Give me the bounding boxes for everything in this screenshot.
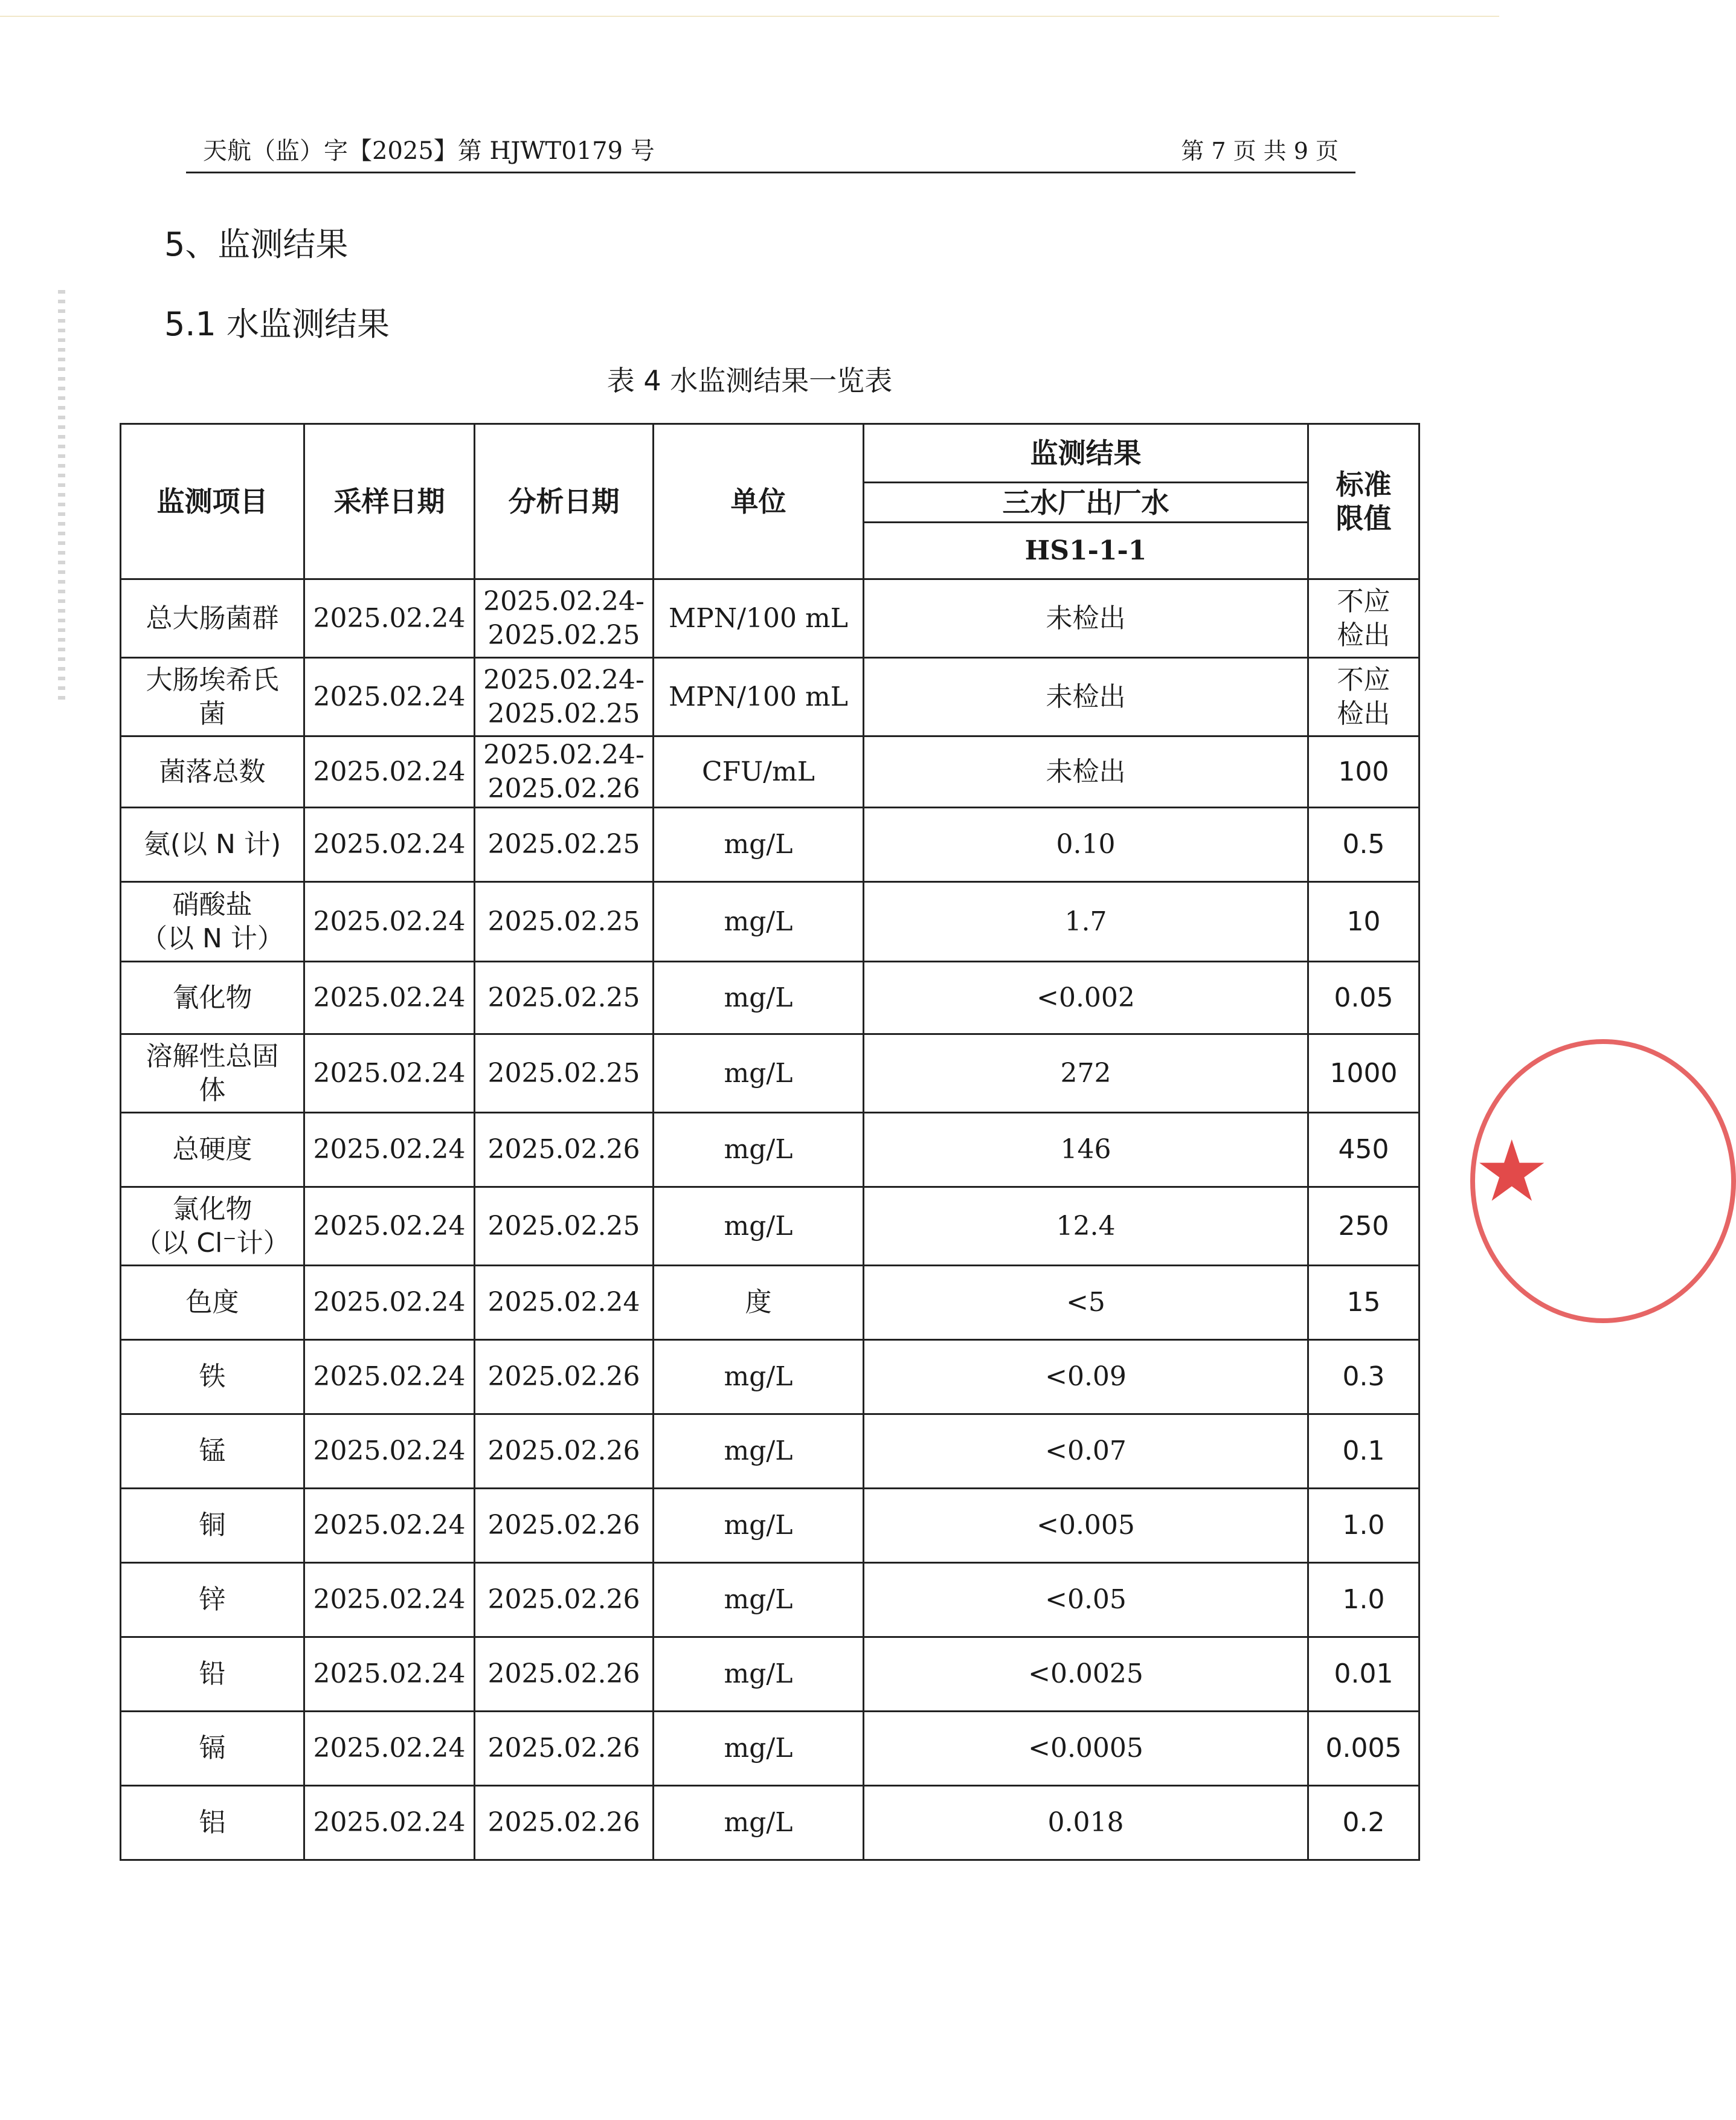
cell-analysis — [475, 1712, 654, 1786]
cell-unit: mg/L — [654, 1786, 864, 1860]
cell-analysis — [475, 736, 654, 808]
cell-line: 菌 — [199, 698, 226, 729]
header-result: 监测结果 — [864, 424, 1308, 483]
cell-limit — [1308, 1113, 1419, 1187]
cell-line: 铜 — [199, 1510, 226, 1541]
table-row — [121, 882, 1419, 962]
cell-result: 0.018 — [864, 1786, 1308, 1860]
cell-unit: mg/L — [654, 962, 864, 1034]
cell-limit — [1308, 1414, 1419, 1489]
cell-line: 0.1 — [1342, 1435, 1385, 1466]
page-header — [186, 134, 1355, 173]
cell-line: 菌落总数 — [159, 756, 266, 787]
cell-limit — [1308, 1786, 1419, 1860]
cell-sample-date: 2025.02.24 — [304, 882, 475, 962]
cell-line: 不应 — [1337, 585, 1390, 617]
cell-line: 1000 — [1329, 1057, 1398, 1089]
cell-line: 1.0 — [1342, 1510, 1385, 1541]
cell-limit — [1308, 1712, 1419, 1786]
cell-line: 锰 — [199, 1435, 226, 1466]
cell-limit — [1308, 1266, 1419, 1340]
cell-limit — [1308, 1637, 1419, 1712]
cell-line: 总硬度 — [172, 1134, 252, 1165]
binding-marks — [58, 290, 65, 701]
cell-sample-date: 2025.02.24 — [304, 1786, 475, 1860]
table-row — [121, 1563, 1419, 1637]
cell-sample-date: 2025.02.24 — [304, 1187, 475, 1266]
cell-sample-date: 2025.02.24 — [304, 1266, 475, 1340]
cell-item — [121, 808, 304, 882]
cell-item — [121, 1340, 304, 1414]
cell-result: <0.07 — [864, 1414, 1308, 1489]
header-location: 三水厂出厂水 — [864, 483, 1308, 523]
cell-sample-date: 2025.02.24 — [304, 736, 475, 808]
cell-unit: MPN/100 mL — [654, 658, 864, 736]
cell-limit — [1308, 962, 1419, 1034]
table-row — [121, 1113, 1419, 1187]
cell-line: 2025.02.25 — [487, 619, 640, 651]
cell-unit: CFU/mL — [654, 736, 864, 808]
cell-analysis — [475, 1563, 654, 1637]
cell-unit: mg/L — [654, 1034, 864, 1113]
cell-item — [121, 1266, 304, 1340]
table-row — [121, 1034, 1419, 1113]
cell-analysis — [475, 1637, 654, 1712]
table-row — [121, 736, 1419, 808]
cell-line: 2025.02.26 — [487, 1134, 640, 1165]
table-row — [121, 658, 1419, 736]
cell-line: 10 — [1346, 906, 1381, 937]
cell-line: 2025.02.24- — [483, 739, 645, 770]
cell-sample-date: 2025.02.24 — [304, 962, 475, 1034]
cell-line: 锌 — [199, 1584, 226, 1615]
table-row — [121, 1266, 1419, 1340]
table-row — [121, 808, 1419, 882]
cell-analysis — [475, 579, 654, 658]
cell-item — [121, 1489, 304, 1563]
cell-sample-date: 2025.02.24 — [304, 1414, 475, 1489]
cell-unit: mg/L — [654, 1113, 864, 1187]
subsection-heading: 5.1 水监测结果 — [164, 305, 390, 343]
cell-line: 2025.02.26 — [487, 1510, 640, 1541]
document-number: 天航（监）字【2025】第 HJWT0179 号 — [203, 137, 655, 165]
cell-item — [121, 1187, 304, 1266]
cell-line: 2025.02.26 — [487, 1658, 640, 1689]
cell-result: <0.05 — [864, 1563, 1308, 1637]
cell-line: 铅 — [199, 1658, 226, 1689]
cell-limit — [1308, 1187, 1419, 1266]
cell-line: 2025.02.25 — [487, 1210, 640, 1242]
cell-sample-date: 2025.02.24 — [304, 1637, 475, 1712]
cell-result: <0.0005 — [864, 1712, 1308, 1786]
table-row — [121, 1187, 1419, 1266]
results-table-body — [121, 424, 1419, 1860]
cell-line: 2025.02.26 — [487, 1435, 640, 1466]
cell-item — [121, 1034, 304, 1113]
cell-result: 未检出 — [864, 579, 1308, 658]
cell-item — [121, 658, 304, 736]
cell-line: 2025.02.26 — [487, 1584, 640, 1615]
cell-limit — [1308, 736, 1419, 808]
cell-item — [121, 1563, 304, 1637]
cell-item — [121, 962, 304, 1034]
cell-line: 铁 — [199, 1361, 226, 1392]
cell-line: 大肠埃希氏 — [146, 664, 279, 695]
cell-unit: 度 — [654, 1266, 864, 1340]
header-limit-line1: 标准 — [1336, 468, 1392, 501]
cell-line: （以 Cl⁻计） — [135, 1227, 290, 1258]
water-results-table — [120, 423, 1420, 1861]
table-row — [121, 1712, 1419, 1786]
cell-line: 0.5 — [1342, 829, 1385, 860]
cell-line: 氯化物 — [172, 1193, 252, 1225]
cell-line: 2025.02.26 — [487, 1361, 640, 1392]
header-sample-code: HS1-1-1 — [864, 523, 1308, 579]
cell-unit: mg/L — [654, 882, 864, 962]
cell-line: 2025.02.25 — [487, 698, 640, 729]
table-caption: 表 4 水监测结果一览表 — [606, 364, 893, 397]
header-sample-date: 采样日期 — [304, 424, 475, 579]
cell-line: （以 N 计） — [141, 923, 284, 954]
cell-unit: mg/L — [654, 1563, 864, 1637]
cell-line: 体 — [199, 1074, 226, 1106]
cell-line: 氨(以 N 计) — [143, 829, 281, 860]
cell-limit — [1308, 882, 1419, 962]
cell-line: 0.3 — [1342, 1361, 1385, 1392]
table-row — [121, 1489, 1419, 1563]
cell-item — [121, 1637, 304, 1712]
cell-limit — [1308, 1034, 1419, 1113]
cell-line: 总大肠菌群 — [146, 602, 279, 634]
cell-result: 未检出 — [864, 736, 1308, 808]
cell-sample-date: 2025.02.24 — [304, 1034, 475, 1113]
cell-result: 272 — [864, 1034, 1308, 1113]
cell-line: 100 — [1338, 756, 1389, 787]
cell-analysis — [475, 1034, 654, 1113]
cell-limit — [1308, 1563, 1419, 1637]
header-analysis-date: 分析日期 — [475, 424, 654, 579]
stamp-star-icon: ★ — [1474, 1123, 1550, 1221]
cell-line: 2025.02.25 — [487, 906, 640, 937]
cell-item — [121, 1786, 304, 1860]
cell-sample-date: 2025.02.24 — [304, 1340, 475, 1414]
header-unit: 单位 — [654, 424, 864, 579]
cell-analysis — [475, 962, 654, 1034]
cell-line: 色度 — [185, 1287, 239, 1318]
cell-line: 2025.02.24- — [483, 585, 645, 617]
cell-result: <0.005 — [864, 1489, 1308, 1563]
cell-limit — [1308, 1340, 1419, 1414]
cell-line: 铝 — [199, 1807, 226, 1838]
table-row — [121, 962, 1419, 1034]
cell-result: 未检出 — [864, 658, 1308, 736]
cell-result: 12.4 — [864, 1187, 1308, 1266]
cell-unit: MPN/100 mL — [654, 579, 864, 658]
section-heading: 5、监测结果 — [164, 225, 349, 263]
cell-analysis — [475, 1786, 654, 1860]
cell-result: <0.09 — [864, 1340, 1308, 1414]
cell-line: 检出 — [1337, 619, 1390, 651]
cell-analysis — [475, 1187, 654, 1266]
red-seal-stamp-icon — [1464, 1039, 1550, 1329]
header-limit — [1308, 424, 1419, 579]
cell-line: 2025.02.26 — [487, 1733, 640, 1764]
cell-unit: mg/L — [654, 1637, 864, 1712]
cell-line: 检出 — [1337, 698, 1390, 729]
cell-line: 2025.02.25 — [487, 1057, 640, 1089]
cell-sample-date: 2025.02.24 — [304, 808, 475, 882]
cell-unit: mg/L — [654, 1489, 864, 1563]
top-edge-line — [0, 16, 1499, 17]
cell-line: 450 — [1338, 1134, 1389, 1165]
header-item: 监测项目 — [121, 424, 304, 579]
cell-item — [121, 1712, 304, 1786]
table-row — [121, 1340, 1419, 1414]
cell-result: 1.7 — [864, 882, 1308, 962]
cell-unit: mg/L — [654, 1187, 864, 1266]
cell-sample-date: 2025.02.24 — [304, 1563, 475, 1637]
cell-sample-date: 2025.02.24 — [304, 1489, 475, 1563]
cell-limit — [1308, 1489, 1419, 1563]
cell-unit: mg/L — [654, 1414, 864, 1489]
table-row — [121, 579, 1419, 658]
cell-limit — [1308, 808, 1419, 882]
cell-line: 2025.02.24 — [487, 1287, 640, 1318]
header-limit-line2: 限值 — [1336, 502, 1392, 535]
cell-analysis — [475, 1113, 654, 1187]
cell-line: 2025.02.26 — [487, 1807, 640, 1838]
cell-unit: mg/L — [654, 1712, 864, 1786]
cell-analysis — [475, 1489, 654, 1563]
cell-line: 不应 — [1337, 664, 1390, 695]
cell-analysis — [475, 1414, 654, 1489]
cell-line: 0.005 — [1325, 1733, 1402, 1764]
cell-line: 250 — [1338, 1210, 1389, 1242]
cell-analysis — [475, 658, 654, 736]
cell-limit — [1308, 658, 1419, 736]
cell-analysis — [475, 808, 654, 882]
cell-result: 0.10 — [864, 808, 1308, 882]
header-row — [121, 424, 1419, 483]
table-row — [121, 1786, 1419, 1860]
cell-sample-date: 2025.02.24 — [304, 1113, 475, 1187]
cell-line: 氰化物 — [172, 982, 252, 1013]
cell-line: 硝酸盐 — [172, 889, 252, 920]
cell-line: 0.2 — [1342, 1807, 1385, 1838]
cell-sample-date: 2025.02.24 — [304, 1712, 475, 1786]
cell-item — [121, 579, 304, 658]
cell-line: 镉 — [199, 1733, 226, 1764]
table-row — [121, 1414, 1419, 1489]
cell-unit: mg/L — [654, 808, 864, 882]
cell-line: 0.05 — [1334, 982, 1394, 1013]
cell-analysis — [475, 1340, 654, 1414]
cell-item — [121, 1414, 304, 1489]
cell-item — [121, 882, 304, 962]
cell-sample-date: 2025.02.24 — [304, 579, 475, 658]
cell-unit: mg/L — [654, 1340, 864, 1414]
cell-result: 146 — [864, 1113, 1308, 1187]
cell-item — [121, 1113, 304, 1187]
cell-line: 2025.02.25 — [487, 982, 640, 1013]
cell-line: 2025.02.24- — [483, 664, 645, 695]
cell-result: <0.002 — [864, 962, 1308, 1034]
page-number: 第 7 页 共 9 页 — [1181, 138, 1339, 164]
cell-analysis — [475, 1266, 654, 1340]
cell-sample-date: 2025.02.24 — [304, 658, 475, 736]
table-row — [121, 1637, 1419, 1712]
cell-line: 0.01 — [1334, 1658, 1394, 1689]
cell-line: 2025.02.25 — [487, 829, 640, 860]
cell-line: 2025.02.26 — [487, 773, 640, 804]
cell-analysis — [475, 882, 654, 962]
cell-line: 溶解性总固 — [146, 1040, 279, 1072]
cell-line: 15 — [1346, 1287, 1381, 1318]
cell-result: <5 — [864, 1266, 1308, 1340]
cell-result: <0.0025 — [864, 1637, 1308, 1712]
cell-item — [121, 736, 304, 808]
cell-limit — [1308, 579, 1419, 658]
cell-line: 1.0 — [1342, 1584, 1385, 1615]
